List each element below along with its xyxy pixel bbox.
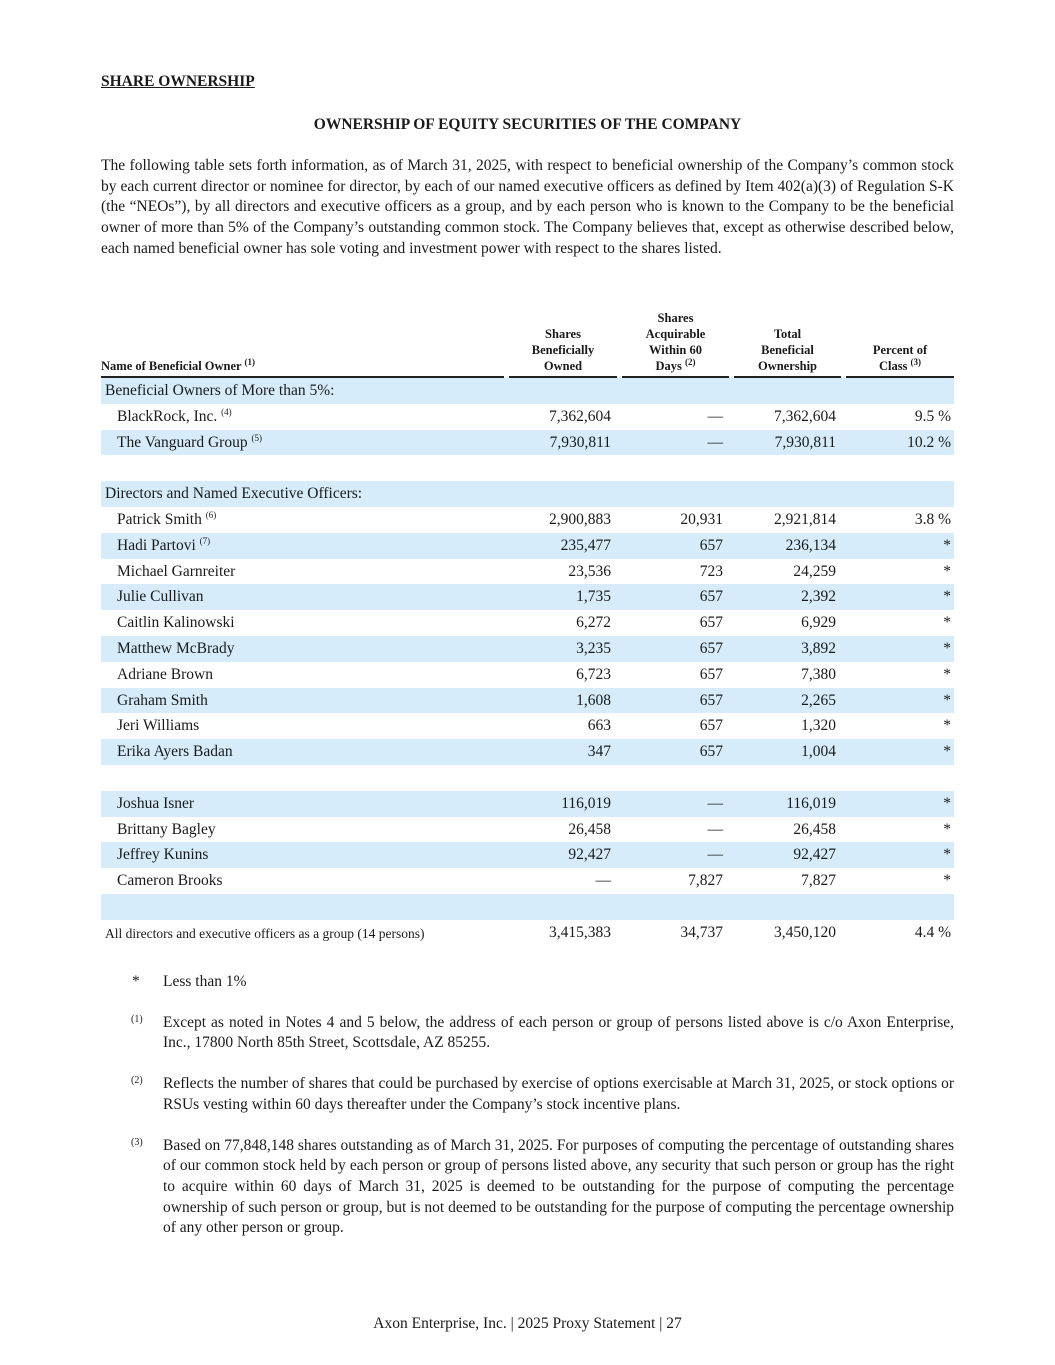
- shares-acquirable: —: [707, 407, 723, 425]
- owner-name: Caitlin Kalinowski: [117, 614, 235, 632]
- table-row: [101, 662, 954, 688]
- group-label: Beneficial Owners of More than 5%:: [105, 382, 335, 399]
- shares-acquirable: —: [707, 846, 723, 864]
- total-ownership: 2,921,814: [774, 510, 836, 528]
- footnote-marker: (2): [131, 1075, 143, 1087]
- section-heading: SHARE OWNERSHIP: [101, 73, 255, 90]
- table-row: [101, 688, 954, 714]
- shares-owned: 347: [587, 743, 611, 761]
- shares-acquirable: 34,737: [680, 923, 723, 941]
- shares-owned: 1,735: [576, 588, 611, 606]
- shares-owned: 6,723: [576, 665, 611, 683]
- header-shares-owned: Shares Beneficially Owned: [509, 326, 617, 378]
- shares-acquirable: —: [707, 794, 723, 812]
- footnotes: [101, 972, 954, 1259]
- shares-owned: 3,235: [576, 639, 611, 657]
- shares-owned: 1,608: [576, 691, 611, 709]
- shares-acquirable: 657: [699, 614, 723, 632]
- total-ownership: 92,427: [793, 846, 836, 864]
- footnote: [101, 1074, 954, 1115]
- percent-of-class: 3.8 %: [914, 510, 951, 528]
- table-row: [101, 791, 954, 817]
- spacer-row: [101, 455, 954, 481]
- table-row: [101, 430, 954, 456]
- footnote-ref: (5): [251, 432, 262, 443]
- owner-name: BlackRock, Inc.: [117, 407, 218, 425]
- owner-name: Matthew McBrady: [117, 639, 235, 657]
- shares-acquirable: —: [707, 820, 723, 838]
- total-ownership: 2,265: [801, 691, 836, 709]
- shares-acquirable: 657: [699, 717, 723, 735]
- footnote-marker: (3): [131, 1136, 143, 1148]
- percent-of-class: *: [943, 872, 951, 890]
- owner-name: Erika Ayers Badan: [117, 743, 233, 761]
- total-ownership: 3,450,120: [774, 923, 836, 941]
- owner-name: Brittany Bagley: [117, 820, 216, 838]
- shares-acquirable: 20,931: [680, 510, 723, 528]
- shares-owned: 92,427: [568, 846, 611, 864]
- table-row: [101, 636, 954, 662]
- shares-owned: 6,272: [576, 614, 611, 632]
- table-row: [101, 713, 954, 739]
- percent-of-class: 10.2 %: [907, 433, 951, 451]
- header-acquirable: Shares Acquirable Within 60 Days $^{(2)}$: [622, 310, 729, 378]
- total-ownership: 7,930,811: [774, 433, 836, 451]
- table-row: [101, 739, 954, 765]
- footnote: [101, 972, 954, 993]
- percent-of-class: 9.5 %: [914, 407, 951, 425]
- footnote: [101, 1136, 954, 1240]
- percent-of-class: *: [943, 588, 951, 606]
- owner-name: Cameron Brooks: [117, 872, 223, 890]
- table-header: [101, 308, 954, 378]
- owner-name: Jeri Williams: [117, 717, 200, 735]
- table-body: [101, 378, 954, 950]
- shares-owned: 3,415,383: [549, 923, 611, 941]
- footnote-marker: *: [132, 973, 140, 990]
- footnote-text: Except as noted in Notes 4 and 5 below, the address of each person or group of persons listed above is c/o Axon Enterprise, Inc., 17800 North 85th Street, Scottsdale, AZ 85255.: [163, 1013, 954, 1052]
- total-ownership: 1,320: [801, 717, 836, 735]
- percent-of-class: *: [943, 743, 951, 761]
- owner-name: Patrick Smith: [117, 510, 202, 528]
- total-ownership: 7,362,604: [774, 407, 836, 425]
- total-ownership: 7,827: [801, 872, 836, 890]
- table-row: [101, 404, 954, 430]
- footnote-ref: (4): [221, 406, 232, 417]
- intro-paragraph: The following table sets forth information, as of March 31, 2025, with respect to beneficial ownership of the Company’s common stock by each current director or nominee for director, by each of our named executive officers as defined by Item 402(a)(3) of Regulation S-K (the “NEOs”), by all directors and executive officers as a group, and by each person who is known to the Company to be the beneficial owner of more than 5% of the Company’s outstanding common stock. The Company believes that, except as otherwise described below, each named beneficial owner has sole voting and investment power with respect to the shares listed.: [101, 157, 954, 257]
- shares-owned: 7,930,811: [549, 433, 611, 451]
- shares-acquirable: 657: [699, 588, 723, 606]
- shares-acquirable: 657: [699, 743, 723, 761]
- percent-of-class: *: [943, 639, 951, 657]
- shares-owned: 116,019: [561, 794, 611, 812]
- total-ownership: 1,004: [801, 743, 836, 761]
- table-row: [101, 559, 954, 585]
- owner-name: Graham Smith: [117, 691, 208, 709]
- shares-owned: 26,458: [568, 820, 611, 838]
- shares-owned: —: [595, 872, 611, 890]
- total-ownership: 2,392: [801, 588, 836, 606]
- total-ownership: 6,929: [801, 614, 836, 632]
- spacer-row: [101, 765, 954, 791]
- percent-of-class: *: [943, 820, 951, 838]
- owner-name: Hadi Partovi: [117, 536, 196, 554]
- owner-name: Julie Cullivan: [117, 588, 204, 606]
- table-row: [101, 868, 954, 894]
- table-row: [101, 533, 954, 559]
- percent-of-class: *: [943, 691, 951, 709]
- shares-acquirable: 657: [699, 665, 723, 683]
- total-ownership: 236,134: [785, 536, 836, 554]
- total-ownership: 26,458: [793, 820, 836, 838]
- footnote: [101, 1013, 954, 1054]
- owner-name: The Vanguard Group: [117, 433, 248, 451]
- footnote-text: Reflects the number of shares that could be purchased by exercise of options exercisable at March 31, 2025, or stock options or RSUs vesting within 60 days thereafter under the Company’s stock incentive plans.: [163, 1075, 954, 1113]
- percent-of-class: *: [943, 614, 951, 632]
- spacer-row: [101, 894, 954, 920]
- percent-of-class: *: [943, 794, 951, 812]
- total-ownership: 116,019: [786, 794, 836, 812]
- footnote-ref: (6): [205, 509, 217, 520]
- footnote-text: Less than 1%: [163, 973, 247, 990]
- footnote-marker: (1): [131, 1013, 143, 1025]
- total-ownership: 7,380: [801, 665, 836, 683]
- table-row: [101, 610, 954, 636]
- table-row: [101, 817, 954, 843]
- shares-acquirable: 657: [699, 536, 723, 554]
- document-title: OWNERSHIP OF EQUITY SECURITIES OF THE COMPANY: [313, 116, 742, 133]
- page-footer: Axon Enterprise, Inc. | 2025 Proxy Statement | 27: [373, 1315, 682, 1332]
- shares-owned: 7,362,604: [549, 407, 611, 425]
- shares-acquirable: —: [707, 433, 723, 451]
- owner-name-cell: [117, 408, 232, 426]
- percent-of-class: *: [943, 665, 951, 683]
- footnote-ref: (7): [199, 535, 211, 546]
- shares-acquirable: 657: [699, 691, 723, 709]
- owner-name-cell: [117, 434, 262, 452]
- table-row-total: [101, 920, 954, 950]
- header-total: Total Beneficial Ownership: [734, 326, 841, 378]
- percent-of-class: *: [943, 717, 951, 735]
- table-row: [101, 842, 954, 868]
- shares-owned: 2,900,883: [549, 510, 611, 528]
- owner-name-cell: [117, 511, 216, 529]
- percent-of-class: *: [943, 562, 951, 580]
- group-header-row: [101, 481, 954, 507]
- ownership-table: [101, 308, 954, 950]
- group-label: Directors and Named Executive Officers:: [105, 485, 363, 503]
- shares-acquirable: 723: [699, 562, 723, 580]
- header-name: Name of Beneficial Owner $^{(1)}$: [101, 358, 504, 378]
- owner-name-cell: [117, 537, 210, 555]
- percent-of-class: *: [943, 846, 951, 864]
- owner-name: Jeffrey Kunins: [117, 846, 209, 864]
- shares-owned: 663: [587, 717, 611, 735]
- shares-acquirable: 7,827: [688, 872, 723, 890]
- owner-name: Adriane Brown: [117, 665, 213, 683]
- table-row: [101, 507, 954, 533]
- owner-name: Michael Garnreiter: [117, 562, 236, 580]
- table-row: [101, 584, 954, 610]
- total-label: All directors and executive officers as a group (14 persons): [105, 925, 425, 941]
- total-ownership: 24,259: [793, 562, 836, 580]
- shares-acquirable: 657: [699, 639, 723, 657]
- owner-name: Joshua Isner: [117, 794, 195, 812]
- group-header-row: [101, 378, 954, 404]
- percent-of-class: 4.4 %: [914, 923, 951, 941]
- footnote-text: Based on 77,848,148 shares outstanding as of March 31, 2025. For purposes of computing the percentage of outstanding shares of our common stock held by each person or group of persons listed above, any security that such person or group has the right to acquire within 60 days of March 31, 2025 is deemed to be outstanding for the purpose of computing the percentage ownership of such person or group, but is not deemed to be outstanding for the purpose of computing the percentage ownership of any other person or group.: [163, 1136, 954, 1237]
- percent-of-class: *: [943, 536, 951, 554]
- total-ownership: 3,892: [801, 639, 836, 657]
- shares-owned: 23,536: [568, 562, 611, 580]
- header-percent: Percent of Class $^{(3)}$: [846, 342, 954, 378]
- shares-owned: 235,477: [560, 536, 611, 554]
